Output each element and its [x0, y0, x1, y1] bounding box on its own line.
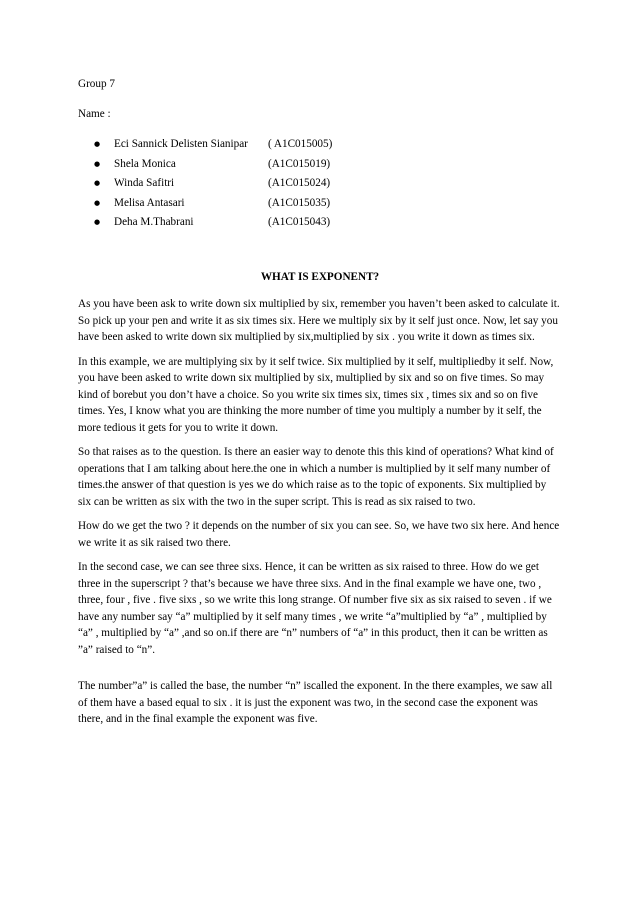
- member-id: (A1C015024): [268, 177, 331, 190]
- member-name: Melisa Antasari: [114, 196, 185, 209]
- member-name: Shela Monica: [114, 157, 176, 170]
- member-name: Eci Sannick Delisten Sianipar: [114, 138, 248, 150]
- bullet-icon: ●: [94, 159, 101, 168]
- list-item: [78, 213, 562, 233]
- paragraph: In the second case, we can see three sixs. Hence, it can be written as six raised to three. How do we get three in the superscript ? that’s because we have three sixs. And in the final example we have one, two , three, four , five . five sixs , so we write this long strange. Of number five six as six raised to seven . if we have any number say “a” multiplied by it self many times , we write “a”multiplied by “a” , multiplied by “a” , multiplied by “a” ,and so on.if there are “n” numbers of “a” in this product, then it can be written as ”a” raised to “n”.: [78, 561, 552, 656]
- document-title: WHAT IS EXPONENT?: [260, 270, 380, 283]
- group-label: Group 7: [78, 78, 115, 90]
- list-item: [78, 194, 562, 214]
- paragraph: The number”a” is called the base, the number “n” iscalled the exponent. In the there examples, we saw all of them have a based equal to six . it is just the exponent was two, in the second case the exponent was there, and in the final example the exponent was five.: [78, 680, 553, 726]
- name-label: Name :: [78, 107, 111, 120]
- member-name: Deha M.Thabrani: [114, 216, 194, 229]
- document-body: [78, 76, 562, 736]
- member-id: (A1C015043): [268, 216, 331, 229]
- member-id: (A1C015019): [268, 157, 331, 170]
- paragraph: So that raises as to the question. Is there an easier way to denote this this kind of operations? What kind of operations that I am talking about here.the one in which a number is multiplied by it self many number of times.the answer of that question is yes we do which raise as to the topic of exponents. Six multiplied by six can be written as six with the two in the super script. This is read as six raised to two.: [78, 446, 554, 508]
- paragraph: As you have been ask to write down six multiplied by six, remember you haven’t been asked to calculate it. So pick up your pen and write it as six times six. Here we multiply six by it self just once. Now, let say you have been asked to write down six multiplied by six,multiplied by six . you write it down as times six.: [78, 298, 560, 344]
- paragraph: How do we get the two ? it depends on the number of six you can see. So, we have two six here. And hence we write it as sik raised two there.: [78, 520, 560, 549]
- bullet-icon: ●: [94, 218, 101, 227]
- member-list: [78, 135, 562, 233]
- paragraph: In this example, we are multiplying six by it self twice. Six multiplied by it self, multipliedby it self. Now, you have been asked to write down six multiplied by six, multiplied by six and so on five times. So may kind of borebut you don’t have a choice. So you write six times six, times six , times six and so on five times. Yes, I know what you are thinking the more number of time you multiply a number by it self, the more tedious it gets for you to write it down.: [78, 355, 554, 434]
- list-item: [78, 135, 562, 155]
- bullet-icon: ●: [94, 140, 101, 148]
- list-item: [78, 174, 562, 194]
- bullet-icon: ●: [94, 179, 101, 188]
- member-id: ( A1C015005): [268, 138, 333, 150]
- member-name: Winda Safitri: [114, 177, 175, 190]
- bullet-icon: ●: [94, 198, 101, 207]
- list-item: [78, 155, 562, 175]
- member-id: (A1C015035): [268, 196, 331, 209]
